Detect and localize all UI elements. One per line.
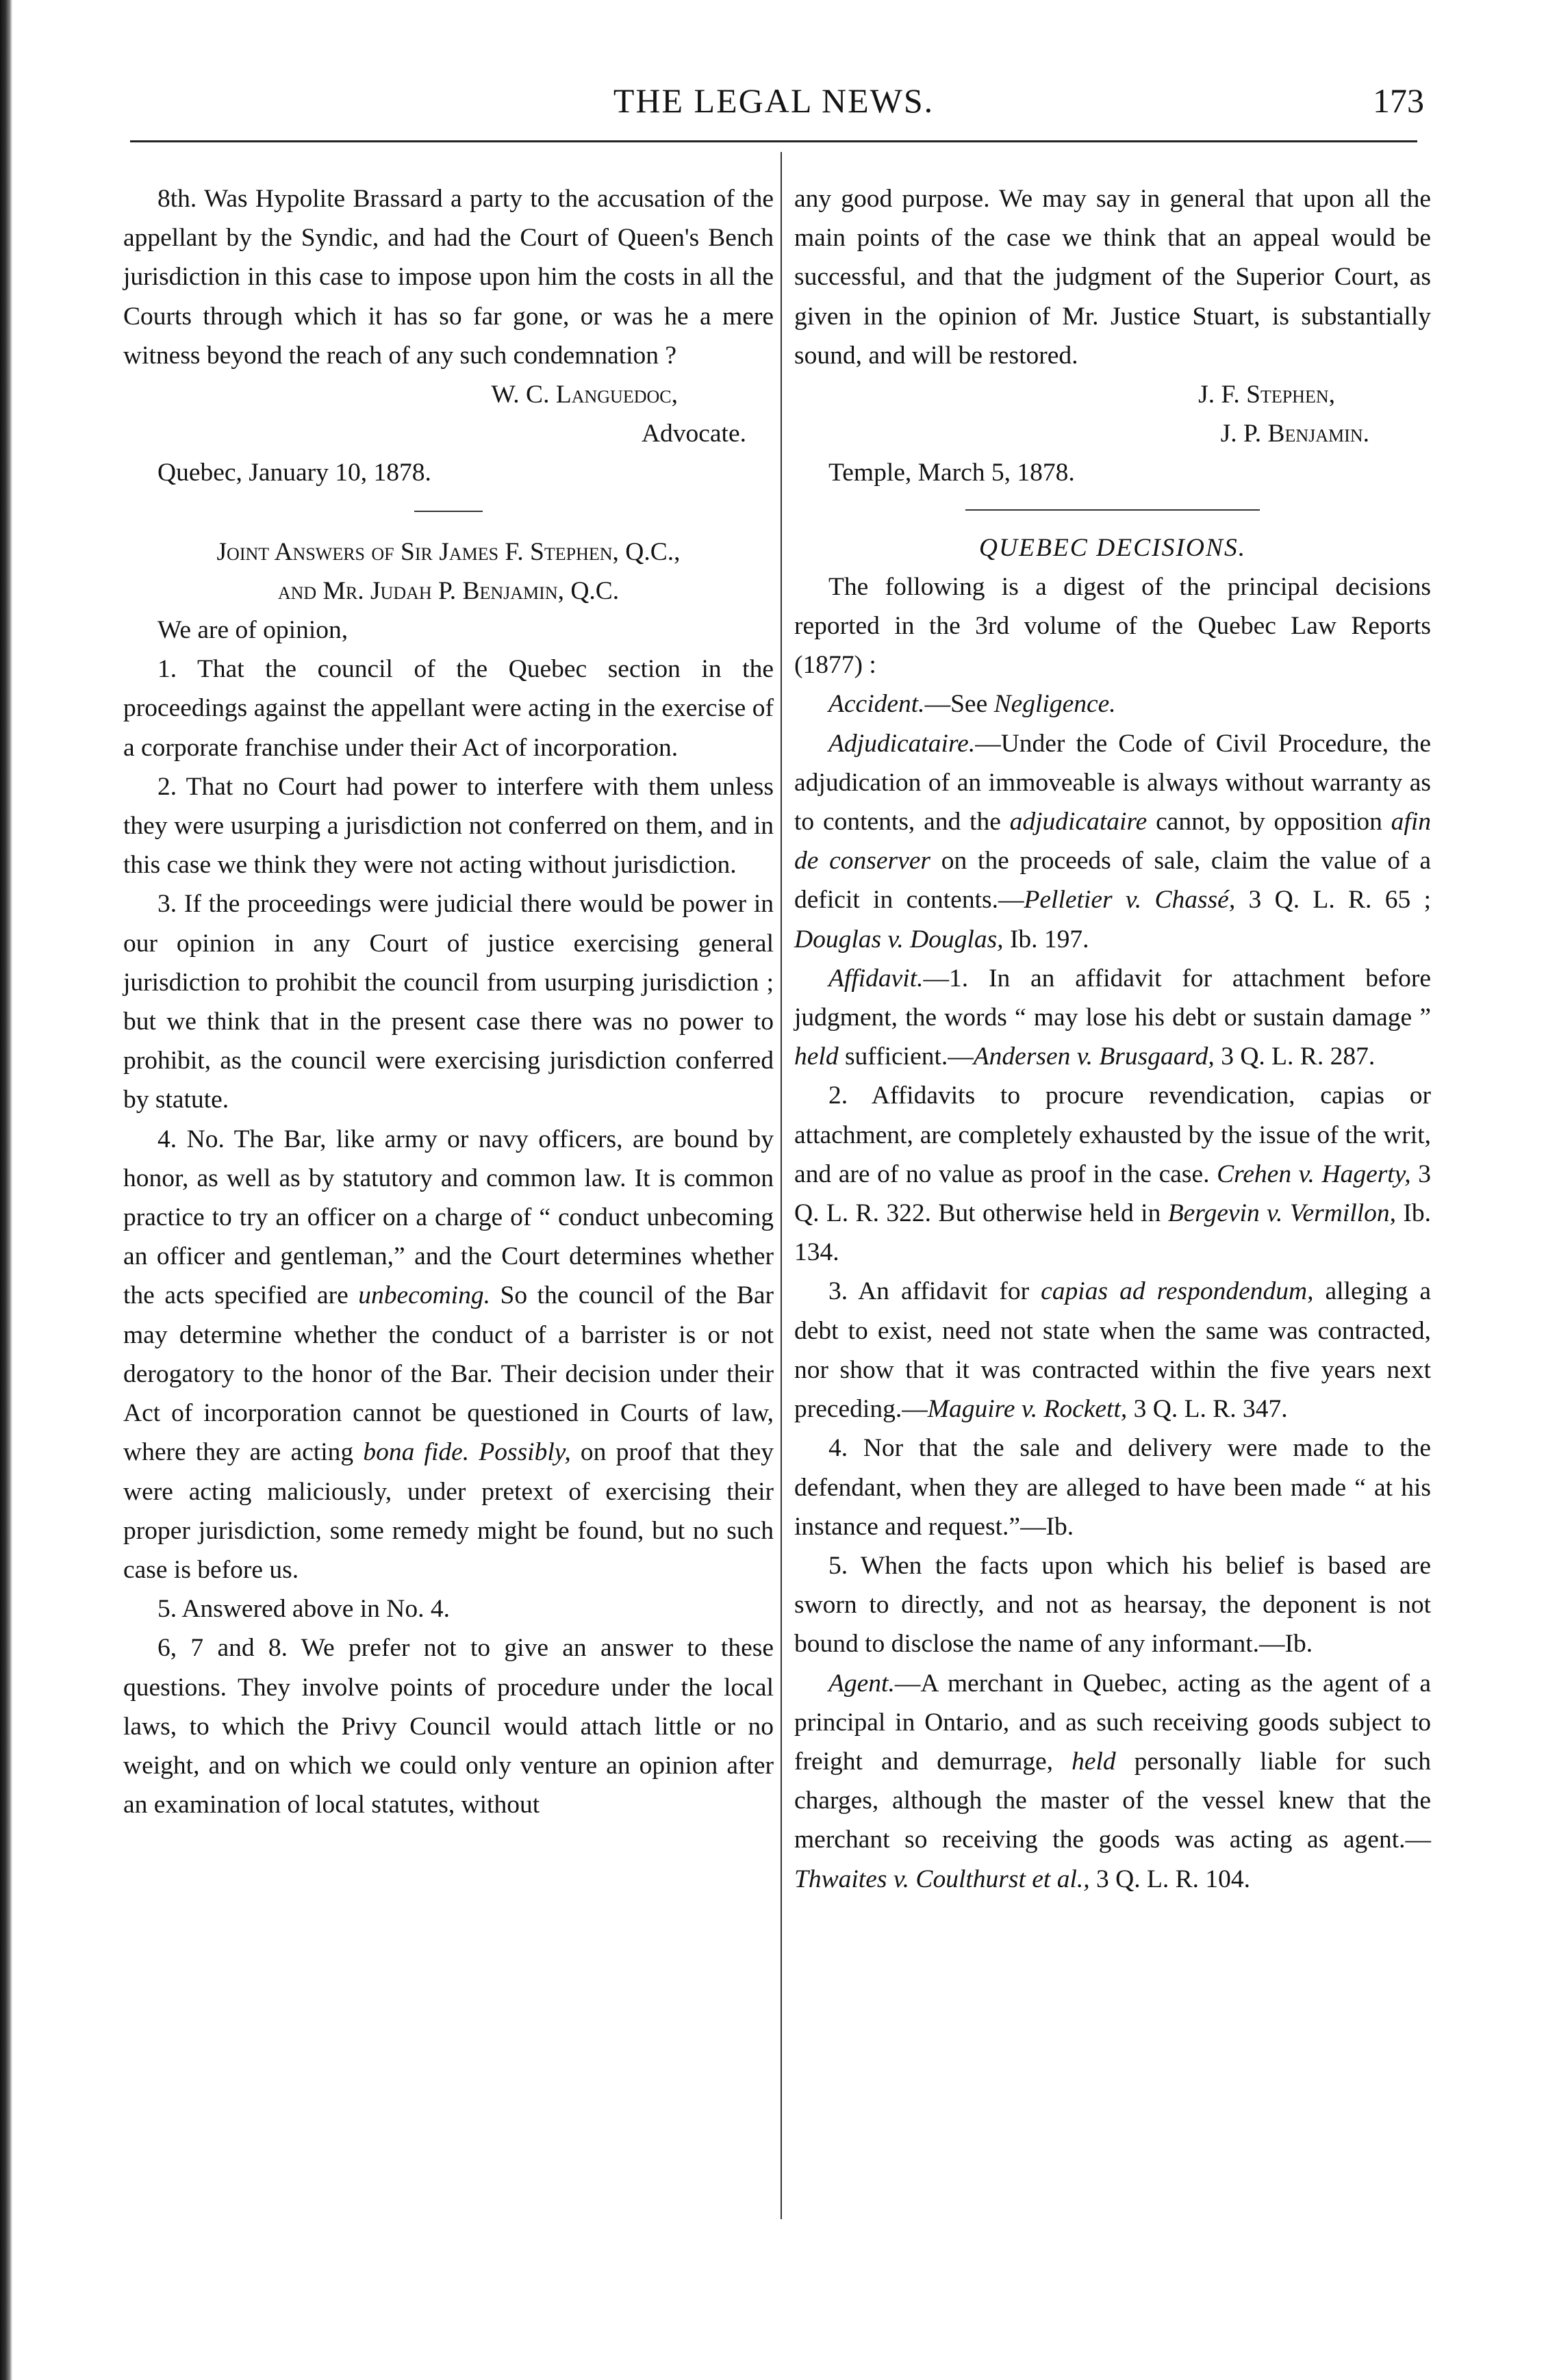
digest-intro: The following is a digest of the principal decisions reported in the 3rd volume of the Quebec Law Reports (1877) : [794,572,1431,680]
page-number: 173 [1373,81,1424,120]
entry-affidavit-5: 5. When the facts upon which his belief is based are sworn to directly, and not as hearsay, the deponent is not bound to disclose the name of any informant.—Ib. [794,1551,1431,1659]
entry-adjudicataire-text-3: on the proceeds of sale, claim the value of a deficit in contents.— [794,847,1431,914]
right-column [794,179,1431,1899]
signature-stephen: J. F. Stephen, [1198,381,1335,409]
entry-adjudicataire-text-1: —Under the Code of Civil Procedure, the adjudication of an immoveable is always without warranty as to contents, and the [794,729,1431,836]
answer-6-7-8: 6, 7 and 8. We prefer not to give an answer to these questions. They involve points of procedure under the local laws, to which the Privy Council would attach little or no weight, and on which we could only venture an opinion after an examination of local statutes, without [123,1634,774,1819]
entry-adjudicataire-case-1: Pelletier v. Chassé, [1024,886,1236,914]
entry-affidavit-3-text-1: 3. An affidavit for [828,1277,1030,1306]
page-header [123,81,1424,129]
entry-affidavit-3-text-2: alleging a debt to exist, need not state when the same was contracted, nor show that it was contracted within the five years next preceding.— [794,1277,1431,1424]
answer-3: 3. If the proceedings were judicial there would be power in our opinion in any Court of justice exercising general jurisdiction to prohibit the council from usurping jurisdiction ; but we think that in the present case there was no power to prohibit, as the council were exercising jurisdiction conferred by statute. [123,890,774,1114]
entry-adjudicataire-text-5: Ib. 197. [1009,925,1089,954]
left-column [123,179,774,1824]
entry-affidavit-3-ref: 3 Q. L. R. 347. [1133,1395,1288,1424]
answer-4-italic-2: bona fide. Possibly, [363,1438,571,1467]
column-divider [781,152,782,2219]
entry-affidavit-3-case: Maguire v. Rockett, [927,1395,1128,1424]
answer-2: 2. That no Court had power to interfere with them unless they were usurping a jurisdiction not conferred on them, and in this case we think they were not acting without jurisdiction. [123,772,774,880]
signature-role: Advocate. [641,420,746,448]
entry-adjudicataire-text-2: cannot, by opposition [1156,808,1382,836]
entry-affidavit-2-text-2: 3 Q. L. R. 322. But otherwise held in [794,1160,1432,1228]
entry-adjudicataire-text-4: 3 Q. L. R. 65 ; [1248,886,1432,914]
entry-affidavit-1 [794,959,1431,1077]
entry-affidavit-2-text-3: Ib. 134. [794,1199,1432,1267]
entry-affidavit-1-text-2: sufficient.— [844,1042,974,1071]
dateline: Quebec, January 10, 1878. [157,459,431,487]
entry-affidavit-3 [794,1272,1431,1429]
header-rule [130,140,1417,142]
entry-accident-lead: Accident. [828,690,925,719]
answer-5: 5. Answered above in No. 4. [157,1595,451,1624]
question-8: 8th. Was Hypolite Brassard a party to the accusation of the appellant by the Syndic, and had the Court of Queen's Bench jurisdiction in this case to impose upon him the costs in all the Courts through which it has so far gone, or was he a mere witness beyond the reach of any such condemnation ? [123,185,774,370]
entry-adjudicataire [794,724,1431,959]
binding-edge [0,0,12,2380]
signature-name: W. C. Languedoc, [491,381,678,409]
running-title: THE LEGAL NEWS. [613,81,935,120]
entry-accident-text: —See [924,690,988,719]
entry-accident-ref: Negligence. [993,690,1116,719]
entry-affidavit-lead: Affidavit. [828,964,924,993]
answer-4-italic-1: unbecoming. [358,1281,490,1310]
entry-affidavit-4: 4. Nor that the sale and delivery were made to the defendant, when they are alleged to have been made “ at his instance and request.”—Ib. [794,1434,1431,1541]
section-title: QUEBEC DECISIONS. [978,533,1247,562]
joint-answers-heading-1: Joint Answers of Sir James F. Stephen, Q.C., [216,537,681,566]
entry-adjudicataire-lead: Adjudicataire. [828,729,976,758]
joint-answers-heading-2: and Mr. Judah P. Benjamin, Q.C. [277,576,620,605]
entry-affidavit-2 [794,1076,1431,1272]
answer-4-text-2: So the council of the Bar may determine whether the conduct of a barrister is or not derogatory to the honor of the Bar. Their decision under their Act of incorporation cannot be questioned in Courts of law, where they are acting [123,1281,774,1467]
entry-adjudicataire-italic-2: afin de conserver [794,808,1432,875]
separator-rule [414,511,483,512]
entry-accident [794,684,1431,724]
entry-affidavit-3-italic: capias ad respondendum, [1041,1277,1314,1306]
entry-adjudicataire-italic-1: adjudicataire [1009,808,1148,836]
temple-dateline: Temple, March 5, 1878. [828,459,1075,487]
answer-4 [123,1120,774,1589]
answer-4-text-1: 4. No. The Bar, like army or navy officers, are bound by honor, as well as by statutory and common law. It is common practice to try an officer on a charge of “ conduct unbecoming an officer and gentleman,” and the Court determines whether the acts specified are [123,1125,774,1310]
answer-1: 1. That the council of the Quebec section in the proceedings against the appellant were acting in the exercise of a corporate franchise under their Act of incorporation. [123,655,774,762]
entry-agent-text-2: personally liable for such charges, although the master of the vessel knew that the merchant so receiving the goods was acting as agent.— [794,1747,1432,1854]
entry-agent-italic: held [1072,1747,1116,1776]
entry-agent-lead: Agent. [828,1669,895,1698]
opinion-intro: We are of opinion, [157,616,349,645]
separator-rule-right [965,509,1260,511]
entry-affidavit-2-text: 2. Affidavits to procure revendication, capias or attachment, are completely exhausted by the issue of the writ, and are of no value as proof in the case. [794,1082,1431,1188]
entry-affidavit-1-case: Andersen v. Brusgaard, [973,1042,1215,1071]
entry-adjudicataire-case-2: Douglas v. Douglas, [794,925,1004,954]
entry-affidavit-1-italic: held [794,1042,839,1071]
entry-affidavit-1-ref: 3 Q. L. R. 287. [1221,1042,1376,1071]
entry-agent-ref: 3 Q. L. R. 104. [1096,1865,1250,1893]
signature-benjamin: J. P. Benjamin. [1220,420,1369,448]
entry-agent [794,1664,1431,1899]
answers-continuation: any good purpose. We may say in general that upon all the main points of the case we think that an appeal would be successful, and that the judgment of the Superior Court, as given in the opinion of Mr. Justice Stuart, is substantially sound, and will be restored. [794,185,1431,370]
entry-affidavit-1-text: —1. In an affidavit for attachment before judgment, the words “ may lose his debt or sustain damage ” [794,964,1431,1032]
entry-agent-text-1: —A merchant in Quebec, acting as the agent of a principal in Ontario, and as such receiving goods subject to freight and demurrage, [794,1669,1431,1776]
answer-4-text-3: on proof that they were acting maliciously, under pretext of exercising their proper jurisdiction, some remedy might be found, but no such case is before us. [123,1438,774,1584]
entry-agent-case: Thwaites v. Coulthurst et al., [794,1865,1090,1893]
entry-affidavit-2-case-1: Crehen v. Hagerty, [1217,1160,1411,1188]
entry-affidavit-2-case-2: Bergevin v. Vermillon, [1167,1199,1396,1228]
